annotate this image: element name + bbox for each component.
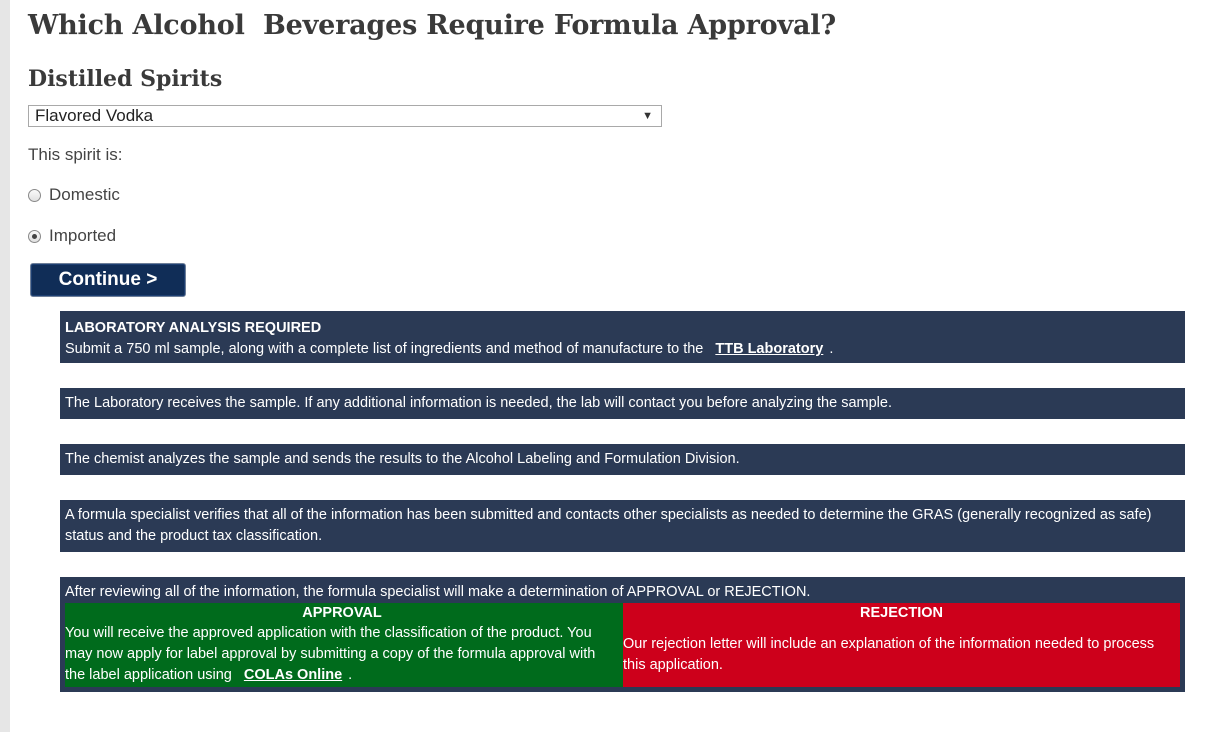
rejection-text: Our rejection letter will include an explanation of the information needed to process this application. xyxy=(623,636,1155,673)
approval-box xyxy=(65,603,623,687)
imported-radio-option[interactable] xyxy=(28,226,116,246)
step-specialist-verifies: A formula specialist verifies that all of the information has been submitted and contacts other specialists as needed to determine the GRAS (generally recognized as safe) status and the product tax classification. xyxy=(60,500,1185,552)
lab-text: Submit a 750 ml sample, along with a complete list of ingredients and method of manufacture to the xyxy=(65,341,704,357)
step-laboratory-analysis xyxy=(60,311,1185,363)
lab-text-end: . xyxy=(829,341,834,357)
step-chemist-analyzes: The chemist analyzes the sample and sends the results to the Alcohol Labeling and Formulation Division. xyxy=(60,444,1185,475)
approval-text-end: . xyxy=(348,667,353,683)
spirit-type-select-value: Flavored Vodka xyxy=(35,106,154,125)
imported-label: Imported xyxy=(49,226,117,245)
domestic-label: Domestic xyxy=(49,185,120,204)
page-title: Which Alcohol Beverages Require Formula Approval? xyxy=(28,10,836,41)
domestic-radio-option[interactable] xyxy=(28,185,120,205)
rejection-heading: REJECTION xyxy=(860,605,943,621)
lab-instructions xyxy=(65,339,1180,360)
outcomes-panel xyxy=(65,603,1180,687)
ttb-laboratory-link[interactable]: TTB Laboratory xyxy=(715,341,824,357)
imported-radio[interactable] xyxy=(28,230,41,243)
colas-online-link[interactable]: COLAs Online xyxy=(243,667,343,683)
approval-heading: APPROVAL xyxy=(302,605,382,621)
step-determination xyxy=(60,577,1185,692)
continue-button[interactable]: Continue > xyxy=(30,263,186,297)
domestic-radio[interactable] xyxy=(28,189,41,202)
lab-heading: LABORATORY ANALYSIS REQUIRED xyxy=(65,320,322,336)
section-title: Distilled Spirits xyxy=(28,66,223,92)
approval-text-block xyxy=(65,623,619,686)
spirit-type-select[interactable] xyxy=(28,105,662,127)
determination-text: After reviewing all of the information, the formula specialist will make a determination of APPROVAL or REJECTION. xyxy=(65,584,811,600)
step-lab-receives: The Laboratory receives the sample. If any additional information is needed, the lab will contact you before analyzing the sample. xyxy=(60,388,1185,419)
approval-text: You will receive the approved application with the classification of the product. You may now apply for label approval by submitting a copy of the formula approval with the label application using xyxy=(65,625,596,683)
left-border xyxy=(0,0,10,732)
dropdown-arrow-icon: ▼ xyxy=(642,110,653,122)
rejection-box xyxy=(623,603,1180,687)
origin-question-label: This spirit is: xyxy=(28,145,123,164)
